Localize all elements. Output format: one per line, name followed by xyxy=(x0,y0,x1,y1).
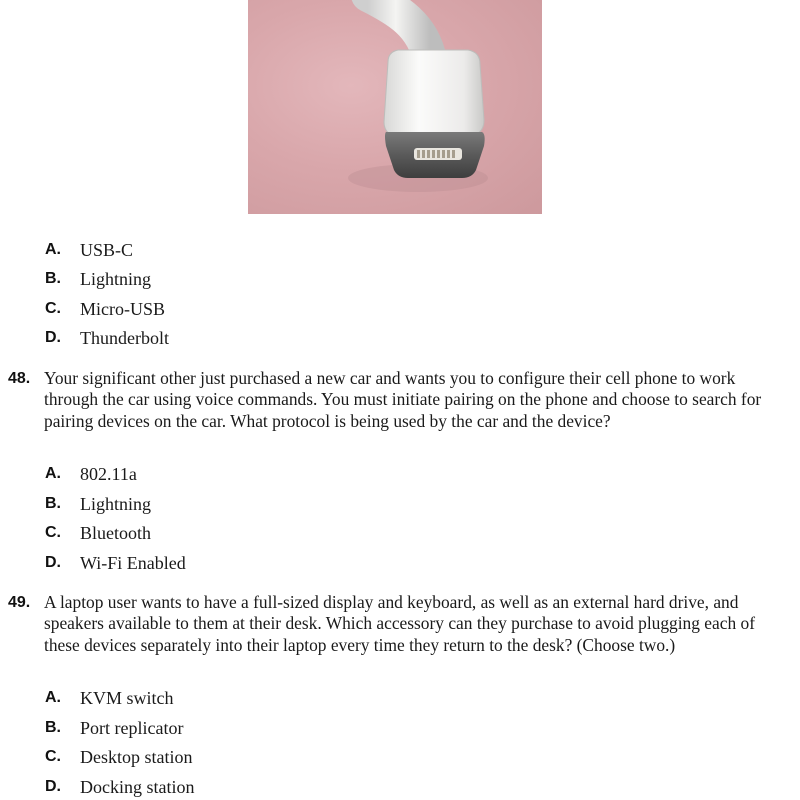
option-letter: B. xyxy=(45,495,61,512)
option-text: KVM switch xyxy=(80,687,174,708)
option-letter: B. xyxy=(45,719,61,736)
option-text: Thunderbolt xyxy=(80,327,169,348)
q49-option-d xyxy=(45,775,195,799)
option-letter: B. xyxy=(45,270,61,287)
option-text: Bluetooth xyxy=(80,522,151,543)
option-letter: C. xyxy=(45,300,61,317)
q47-option-a xyxy=(45,238,133,262)
q48-option-c xyxy=(45,521,151,545)
q49-option-b xyxy=(45,716,183,740)
question-text: A laptop user wants to have a full-sized display and keyboard, as well as an external hard drive, and speakers available to them at their desk. Which accessory can they purchase to avoid plugging each of these devices separately into their laptop every time they return to the desk? (Choose two.) xyxy=(44,592,755,655)
q47-option-b xyxy=(45,267,151,291)
question-49 xyxy=(8,592,788,656)
option-text: Desktop station xyxy=(80,746,193,767)
q48-option-a xyxy=(45,462,137,486)
option-text: Lightning xyxy=(80,268,151,289)
lightning-cable-photo xyxy=(248,0,542,214)
lightning-cable-illustration xyxy=(248,0,542,214)
question-number: 48. xyxy=(8,370,31,387)
option-letter: A. xyxy=(45,465,61,482)
question-number: 49. xyxy=(8,594,31,611)
option-text: Wi-Fi Enabled xyxy=(80,552,186,573)
q48-option-d xyxy=(45,551,186,575)
option-letter: C. xyxy=(45,524,61,541)
option-letter: D. xyxy=(45,329,61,346)
option-text: Docking station xyxy=(80,776,195,797)
q49-option-a xyxy=(45,686,174,710)
option-letter: A. xyxy=(45,241,61,258)
option-text: Port replicator xyxy=(80,717,184,738)
option-text: Micro-USB xyxy=(80,298,165,319)
option-letter: D. xyxy=(45,554,61,571)
option-letter: C. xyxy=(45,748,61,765)
option-text: Lightning xyxy=(80,493,151,514)
q49-option-c xyxy=(45,745,193,769)
option-letter: D. xyxy=(45,778,61,795)
q48-option-b xyxy=(45,492,151,516)
q47-option-c xyxy=(45,297,165,321)
cable-boot xyxy=(384,50,484,136)
option-letter: A. xyxy=(45,689,61,706)
option-text: 802.11a xyxy=(80,463,137,484)
q47-option-d xyxy=(45,326,169,350)
option-text: USB-C xyxy=(80,239,134,260)
question-48 xyxy=(8,368,788,432)
question-text: Your significant other just purchased a new car and wants you to configure their cell phone to work through the car using voice commands. You must initiate pairing on the phone and choose to search for pairing devices on the car. What protocol is being used by the car and the device? xyxy=(44,368,762,431)
